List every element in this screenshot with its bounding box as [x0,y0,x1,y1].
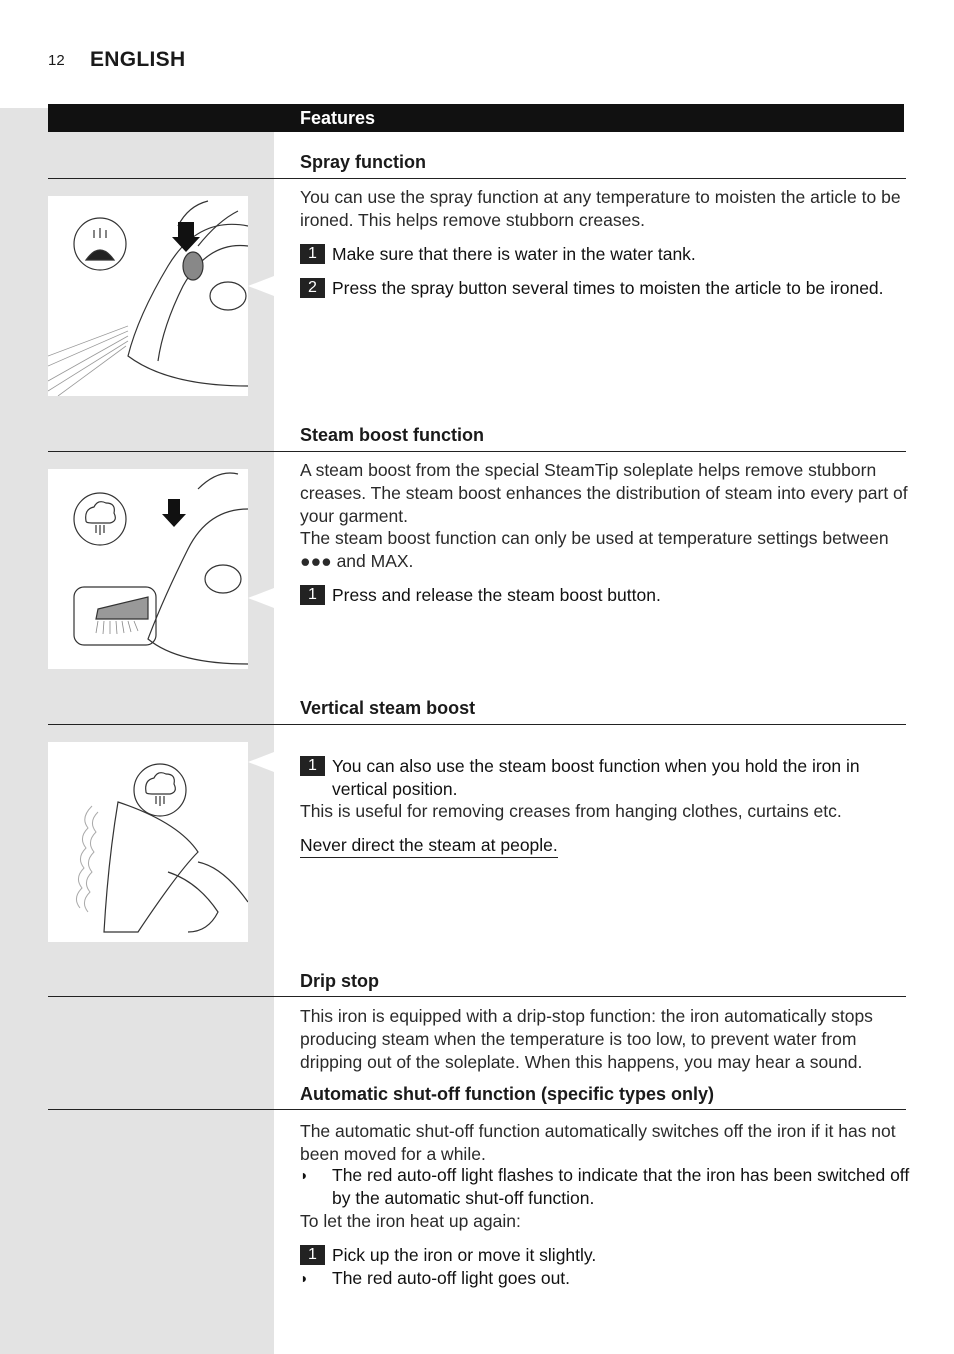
vertical-note: This is useful for removing creases from hanging clothes, curtains etc. [300,801,842,821]
auto-off-reheat: To let the iron heat up again: [300,1211,521,1231]
page-language: ENGLISH [90,48,186,71]
step-text: Press the spray button several times to moisten the article to be ironed. [332,278,884,298]
steam-boost-intro-1: A steam boost from the special SteamTip soleplate helps remove stubborn creases. The steam boost enhances the distribution of steam into every part of your garment. [300,460,908,526]
bullet-text: The red auto-off light goes out. [332,1268,571,1288]
step-text: Press and release the steam boost button. [332,585,661,605]
steam-warning: Never direct the steam at people. [300,834,558,858]
bullet-text: The red auto-off light flashes to indicate that the iron has been switched off by the automatic shut-off function. [332,1165,910,1208]
step-text: You can also use the steam boost function when you hold the iron in vertical position. [332,756,860,799]
illustration-pointer [248,752,274,772]
section-rule [48,451,906,452]
steam-boost-step-1 [300,584,910,607]
auto-off-bullet-2 [300,1267,910,1290]
features-title: Features [300,108,376,128]
spray-step-1 [300,243,910,266]
auto-off-bullet-1 [300,1164,910,1210]
step-text: Make sure that there is water in the water tank. [332,244,696,264]
features-bar [48,104,904,132]
spray-intro: You can use the spray function at any temperature to moisten the article to be ironed. This helps remove stubborn creases. [300,187,901,230]
vertical-steam-illustration [48,742,248,942]
steam-icon [74,493,126,545]
auto-off-title: Automatic shut-off function (specific types only) [300,1084,715,1104]
section-rule [48,178,906,179]
step-number: 1 [300,1245,325,1265]
section-rule [48,1109,906,1110]
section-rule [48,996,906,997]
drip-stop-text: This iron is equipped with a drip-stop function: the iron automatically stops producing steam when the temperature is too low, to prevent water from dripping out of the soleplate. When this happens, you may hear a sound. [300,1006,873,1072]
bullet-icon: ◗ [300,1270,309,1286]
step-number: 1 [300,585,325,605]
steam-boost-title: Steam boost function [300,425,484,445]
drip-stop-title: Drip stop [300,971,379,991]
spray-step-2 [300,277,910,300]
bullet-icon: ◗ [300,1167,309,1183]
auto-off-intro: The automatic shut-off function automatically switches off the iron if it has not been moved for a while. [300,1121,896,1164]
spray-icon [74,218,126,270]
illustration-pointer [248,588,274,608]
page-number: 12 [48,52,65,69]
vertical-step-1 [300,755,910,801]
step-number: 1 [300,244,325,264]
steam-boost-illustration [48,469,248,669]
auto-off-step-1 [300,1244,910,1267]
step-number: 1 [300,756,325,776]
steam-boost-intro-2: The steam boost function can only be used at temperature settings between ●●● and MAX. [300,528,889,571]
spray-illustration [48,196,248,396]
illustration-pointer [248,276,274,296]
step-number: 2 [300,278,325,298]
spray-title: Spray function [300,152,427,172]
section-rule [48,724,906,725]
steam-icon [134,764,186,816]
step-text: Pick up the iron or move it slightly. [332,1245,597,1265]
vertical-title: Vertical steam boost [300,698,476,718]
